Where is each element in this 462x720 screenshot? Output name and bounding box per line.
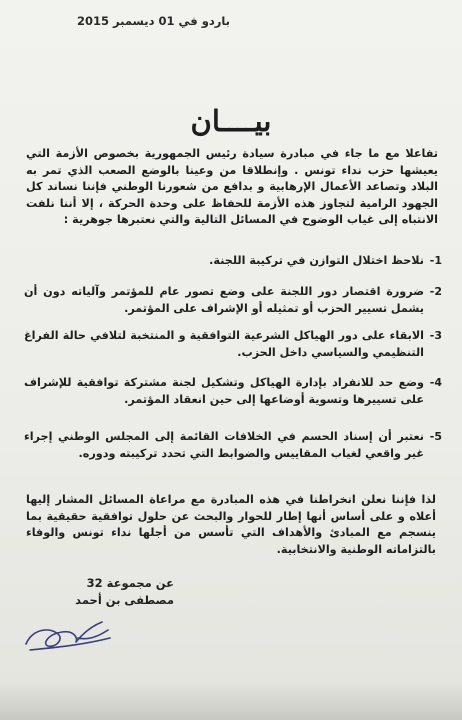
list-item-4 <box>24 374 442 408</box>
list-item-number: 4- <box>429 376 442 389</box>
signer-group: عن مجموعة 32 <box>86 576 174 590</box>
document-date: باردو في 01 ديسمبر 2015 <box>76 14 230 28</box>
list-item-text: نعتبر أن إسناد الحسم في الخلافات القائمة إلى المجلس الوطني إجراء غير واقعي لغياب المقاييس والضوابط التي تحدد تركيبته ودوره. <box>24 430 424 460</box>
list-item-number: 3- <box>429 329 442 342</box>
document-title: بيــــان <box>190 104 272 138</box>
list-item-text: نلاحظ اختلال التوازن في تركيبة اللجنة. <box>209 254 424 267</box>
intro-paragraph: تفاعلا مع ما جاء في مبادرة سيادة رئيس الجمهورية بخصوص الأزمة التي يعيشها حزب نداء تونس . وإنطلاقا من وعينا بالوضع الصعب الذي تمر به البلاد وتصاعد الأعمال الإرهابية و بدافع من شعورنا الوطني فإننا نساند كل الجهود الرامية لتجاوز هذه الأزمة للحفاظ على وحدة الحركة ، إلا أننا نلفت الانتباه إلى غياب الوضوح في المسائل التالية والتي نعتبرها جوهرية : <box>26 147 438 227</box>
list-item-number: 1- <box>429 254 442 267</box>
page-shadow <box>0 680 462 720</box>
list-item-1 <box>24 252 442 269</box>
signer-block <box>24 575 174 609</box>
list-item-2 <box>24 283 442 317</box>
list-item-number: 5- <box>429 430 442 443</box>
list-item-number: 2- <box>429 285 442 298</box>
signer-name: مصطفى بن أحمد <box>75 593 174 607</box>
closing-paragraph: لذا فإننا نعلن انخراطنا في هذه المبادرة مع مراعاة المسائل المشار إليها أعلاه و على أساس أنها إطار للحوار والبحث عن حلول توافقية حقيقية بما ينسجم مع المبادئ والأهداف التي تأسس من أجلها نداء تونس والوفاء بالتزاماته الوطنية والانتخابية. <box>26 493 436 556</box>
list-item-text: الابقاء على دور الهياكل الشرعية التوافقية و المنتخبة لتلافي حالة الفراغ التنظيمي والسياسي داخل الحزب. <box>24 329 424 359</box>
handwritten-signature <box>18 608 118 658</box>
list-item-3 <box>24 327 442 361</box>
list-item-text: وضع حد للانفراد بإدارة الهياكل وتشكيل لجنة مشتركة توافقية للإشراف على تسييرها وتسوية أوضاعها إلى حين انعقاد المؤتمر. <box>24 376 424 406</box>
list-item-text: ضرورة اقتصار دور اللجنة على وضع تصور عام للمؤتمر وآلياته دون أن يشمل تسيير الحزب أو تمثيله أو الإشراف على المؤتمر. <box>24 285 424 315</box>
list-item-5 <box>24 428 442 462</box>
